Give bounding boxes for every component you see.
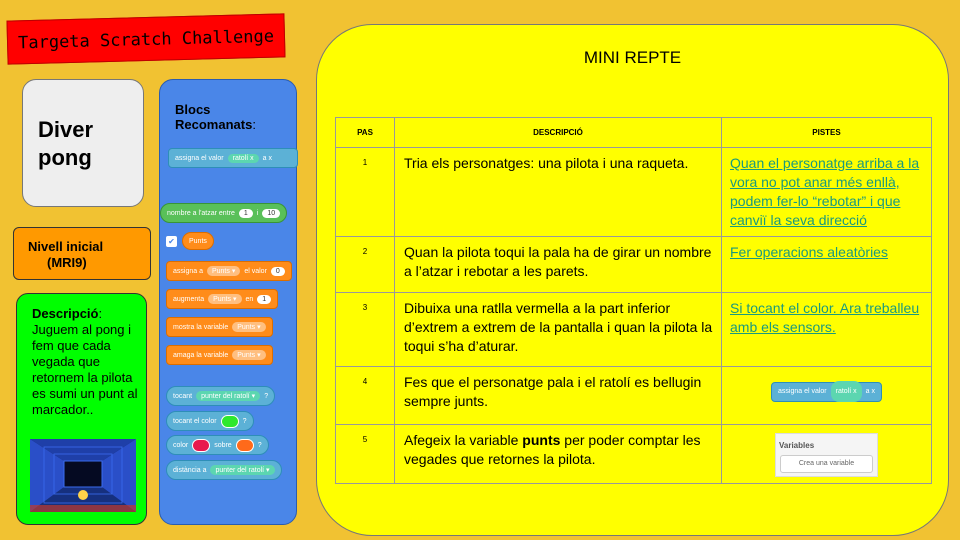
mini-challenge-panel: [316, 24, 949, 536]
header-pas: PAS: [336, 118, 395, 148]
checkbox-icon[interactable]: ✔: [166, 236, 177, 247]
table-row: 3 Dibuixa una ratlla vermella a la part inferior d’extrem a extrem de la pantalla i quan la pilota la toqui s’ha d’aturar. Si tocant el color. Ara treballeu amb els sensors.: [336, 293, 932, 367]
show-variable-block: mostra la variable Punts ▾: [166, 317, 273, 337]
header-desc: DESCRIPCIÓ: [395, 118, 722, 148]
hint-set-value-block: assigna el valor ratolí x a x: [771, 382, 882, 402]
level-line1: Nivell inicial: [28, 239, 104, 254]
table-header: [336, 118, 932, 148]
set-value-block: assigna el valor ratolí x a x: [168, 148, 298, 168]
green-swatch-icon: [221, 415, 239, 428]
title-banner: [6, 13, 285, 64]
description-label: Descripció: [32, 306, 99, 321]
level-line2: (MRI9): [47, 255, 87, 270]
touching-color-block: tocant el color ?: [166, 411, 254, 431]
hide-variable-block: amaga la variable Punts ▾: [166, 345, 273, 365]
description-box: [16, 293, 147, 525]
random-number-block: nombre a l'atzar entre 1 i 10: [160, 203, 287, 223]
variables-panel: [775, 433, 878, 477]
variable-reporter: Punts: [182, 232, 214, 250]
red-swatch-icon: [192, 439, 210, 452]
table-row: 5 Afegeix la variable punts per poder comptar les vegades que retornes la pilota. Variables Crea una variable: [336, 425, 932, 484]
distance-block: distància a punter del ratolí ▾: [166, 460, 282, 480]
description-text: : Juguem al pong i fem que cada vegada que retornem la pilota es sumi un punt al marcador..: [32, 306, 138, 417]
recommended-blocks-panel: [159, 79, 297, 525]
level-box: [13, 227, 151, 280]
orange-swatch-icon: [236, 439, 254, 452]
header-pistes: PISTES: [722, 118, 932, 148]
hint-link-2[interactable]: Fer operacions aleatòries: [730, 244, 888, 260]
steps-table: [335, 117, 932, 484]
touching-block: tocant punter del ratolí ▾ ?: [166, 386, 275, 406]
increase-variable-block: augmenta Punts ▾ en 1: [166, 289, 278, 309]
variable-checkbox-row: [166, 232, 214, 250]
hint-link-3[interactable]: Si tocant el color. Ara treballeu amb els sensors.: [730, 300, 920, 335]
assign-variable-block: assigna a Punts ▾ el valor 0: [166, 261, 292, 281]
banner-title: Targeta Scratch Challenge: [17, 26, 275, 54]
challenge-name-line1: Diver: [38, 117, 94, 142]
create-variable-button[interactable]: Crea una variable: [780, 455, 873, 473]
color-over-color-block: color sobre ?: [166, 435, 269, 455]
challenge-name-line2: pong: [38, 145, 92, 170]
table-row: 4 Fes que el personatge pala i el ratolí es bellugin sempre junts. assigna el valor ratolí x a x: [336, 367, 932, 425]
mini-challenge-title: MINI REPTE: [583, 48, 682, 67]
table-row: 2 Quan la pilota toqui la pala ha de girar un nombre a l’atzar i rebotar a les parets. Fer operacions aleatòries: [336, 237, 932, 293]
hint-link-1[interactable]: Quan el personatge arriba a la vora no pot anar més enllà, podem fer-lo “rebotar” i que canviï la seva direcció: [730, 155, 920, 228]
blocks-title: Blocs Recomanats:: [175, 102, 256, 132]
variables-title: Variables: [779, 441, 815, 450]
challenge-name-card: [22, 79, 144, 207]
pong-game-image: [30, 439, 136, 512]
table-row: 1 Tria els personatges: una pilota i una raqueta. Quan el personatge arriba a la vora no pot anar més enllà, podem fer-lo “rebotar” i que canviï la seva direcció: [336, 148, 932, 237]
